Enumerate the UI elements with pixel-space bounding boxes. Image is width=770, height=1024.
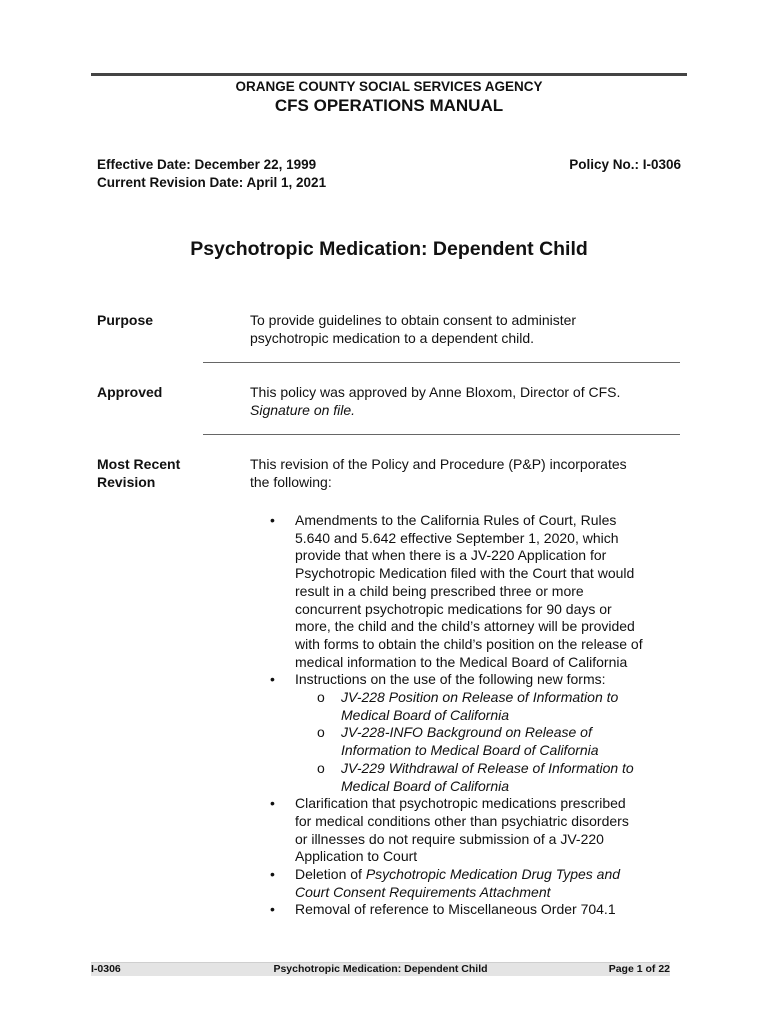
form-line: Information to Medical Board of California [341, 742, 599, 759]
page-footer [91, 962, 670, 976]
page-number: Page 1 of 22 [608, 963, 670, 975]
list-item-line: Removal of reference to Miscellaneous Order 704.1 [295, 901, 616, 918]
sub-list-item [295, 724, 680, 759]
bullet-icon: • [270, 795, 275, 812]
effective-date: Effective Date: December 22, 1999 [97, 157, 317, 172]
revision-date: Current Revision Date: April 1, 2021 [97, 175, 327, 190]
footer-policy-number: I-0306 [91, 963, 121, 975]
section-divider [203, 362, 680, 363]
list-item [250, 866, 680, 901]
sub-list-item [295, 760, 680, 795]
list-item [250, 795, 680, 866]
list-item [250, 901, 680, 919]
policy-number: Policy No.: I-0306 [569, 157, 681, 172]
list-item-line: Amendments to the California Rules of Court, Rules [295, 512, 617, 528]
manual-title: CFS OPERATIONS MANUAL [274, 96, 504, 115]
sub-bullet-icon: o [317, 759, 325, 776]
approved-line: This policy was approved by Anne Bloxom, Director of CFS. [250, 384, 621, 400]
sub-bullet-icon: o [317, 689, 325, 706]
list-item-line: or illnesses do not require submission of a JV-220 [295, 830, 604, 847]
list-item-line: medical information to the Medical Board of California [295, 653, 628, 670]
purpose-line: To provide guidelines to obtain consent to administer [250, 312, 577, 328]
revision-label-line: Revision [97, 474, 156, 490]
approved-label: Approved [97, 384, 163, 400]
revision-line: the following: [250, 474, 332, 490]
list-item-line [295, 866, 680, 884]
purpose-text [250, 311, 680, 347]
bullet-icon: • [270, 901, 275, 918]
bullet-icon: • [270, 512, 275, 528]
purpose-label: Purpose [97, 312, 154, 328]
sub-bullet-icon: o [317, 724, 325, 741]
attachment-title: Psychotropic Medication Drug Types and [365, 866, 621, 883]
list-item-line: result in a child being prescribed three or more [295, 582, 584, 599]
forms-sublist [295, 689, 680, 795]
form-line: JV-229 Withdrawal of Release of Information to [341, 759, 634, 776]
revision-label-line: Most Recent [97, 456, 181, 472]
list-item-line: provide that when there is a JV-220 Application for [295, 547, 607, 564]
signature-note: Signature on file. [250, 402, 356, 418]
revision-text [250, 455, 680, 491]
list-item-line: Psychotropic Medication filed with the Court that would [295, 565, 635, 582]
list-item-line: concurrent psychotropic medications for 90 days or [295, 600, 612, 617]
list-item [250, 512, 680, 671]
revision-items-list [250, 512, 680, 919]
list-item-line: with forms to obtain the child’s position on the release of [295, 635, 643, 652]
form-line: JV-228-INFO Background on Release of [341, 724, 592, 741]
bullet-icon: • [270, 671, 275, 688]
form-line: JV-228 Position on Release of Information to [341, 689, 619, 706]
footer-title: Psychotropic Medication: Dependent Child [273, 963, 488, 975]
agency-name: ORANGE COUNTY SOCIAL SERVICES AGENCY [235, 79, 543, 94]
list-item-line: more, the child and the child’s attorney will be provided [295, 618, 635, 635]
deletion-prefix: Deletion of [295, 866, 366, 883]
list-item [250, 671, 680, 795]
form-line: Medical Board of California [341, 777, 510, 794]
form-line: Medical Board of California [341, 706, 510, 723]
list-item-line: for medical conditions other than psychiatric disorders [295, 812, 629, 829]
list-item-line: Instructions on the use of the following new forms: [295, 671, 606, 688]
sub-list-item [295, 689, 680, 724]
page-title: Psychotropic Medication: Dependent Child [190, 238, 588, 260]
purpose-line: psychotropic medication to a dependent child. [250, 330, 535, 346]
revision-line: This revision of the Policy and Procedure (P&P) incorporates [250, 456, 627, 472]
list-item-line: Court Consent Requirements Attachment [295, 883, 551, 900]
approved-text [250, 383, 680, 419]
header-rule [91, 73, 687, 76]
dates-block [97, 156, 326, 192]
section-divider [203, 434, 680, 435]
list-item-line: Clarification that psychotropic medications prescribed [295, 795, 626, 812]
list-item-line: 5.640 and 5.642 effective September 1, 2020, which [295, 529, 619, 546]
revision-label [97, 455, 180, 491]
list-item-line: Application to Court [295, 848, 418, 865]
bullet-icon: • [270, 866, 275, 883]
